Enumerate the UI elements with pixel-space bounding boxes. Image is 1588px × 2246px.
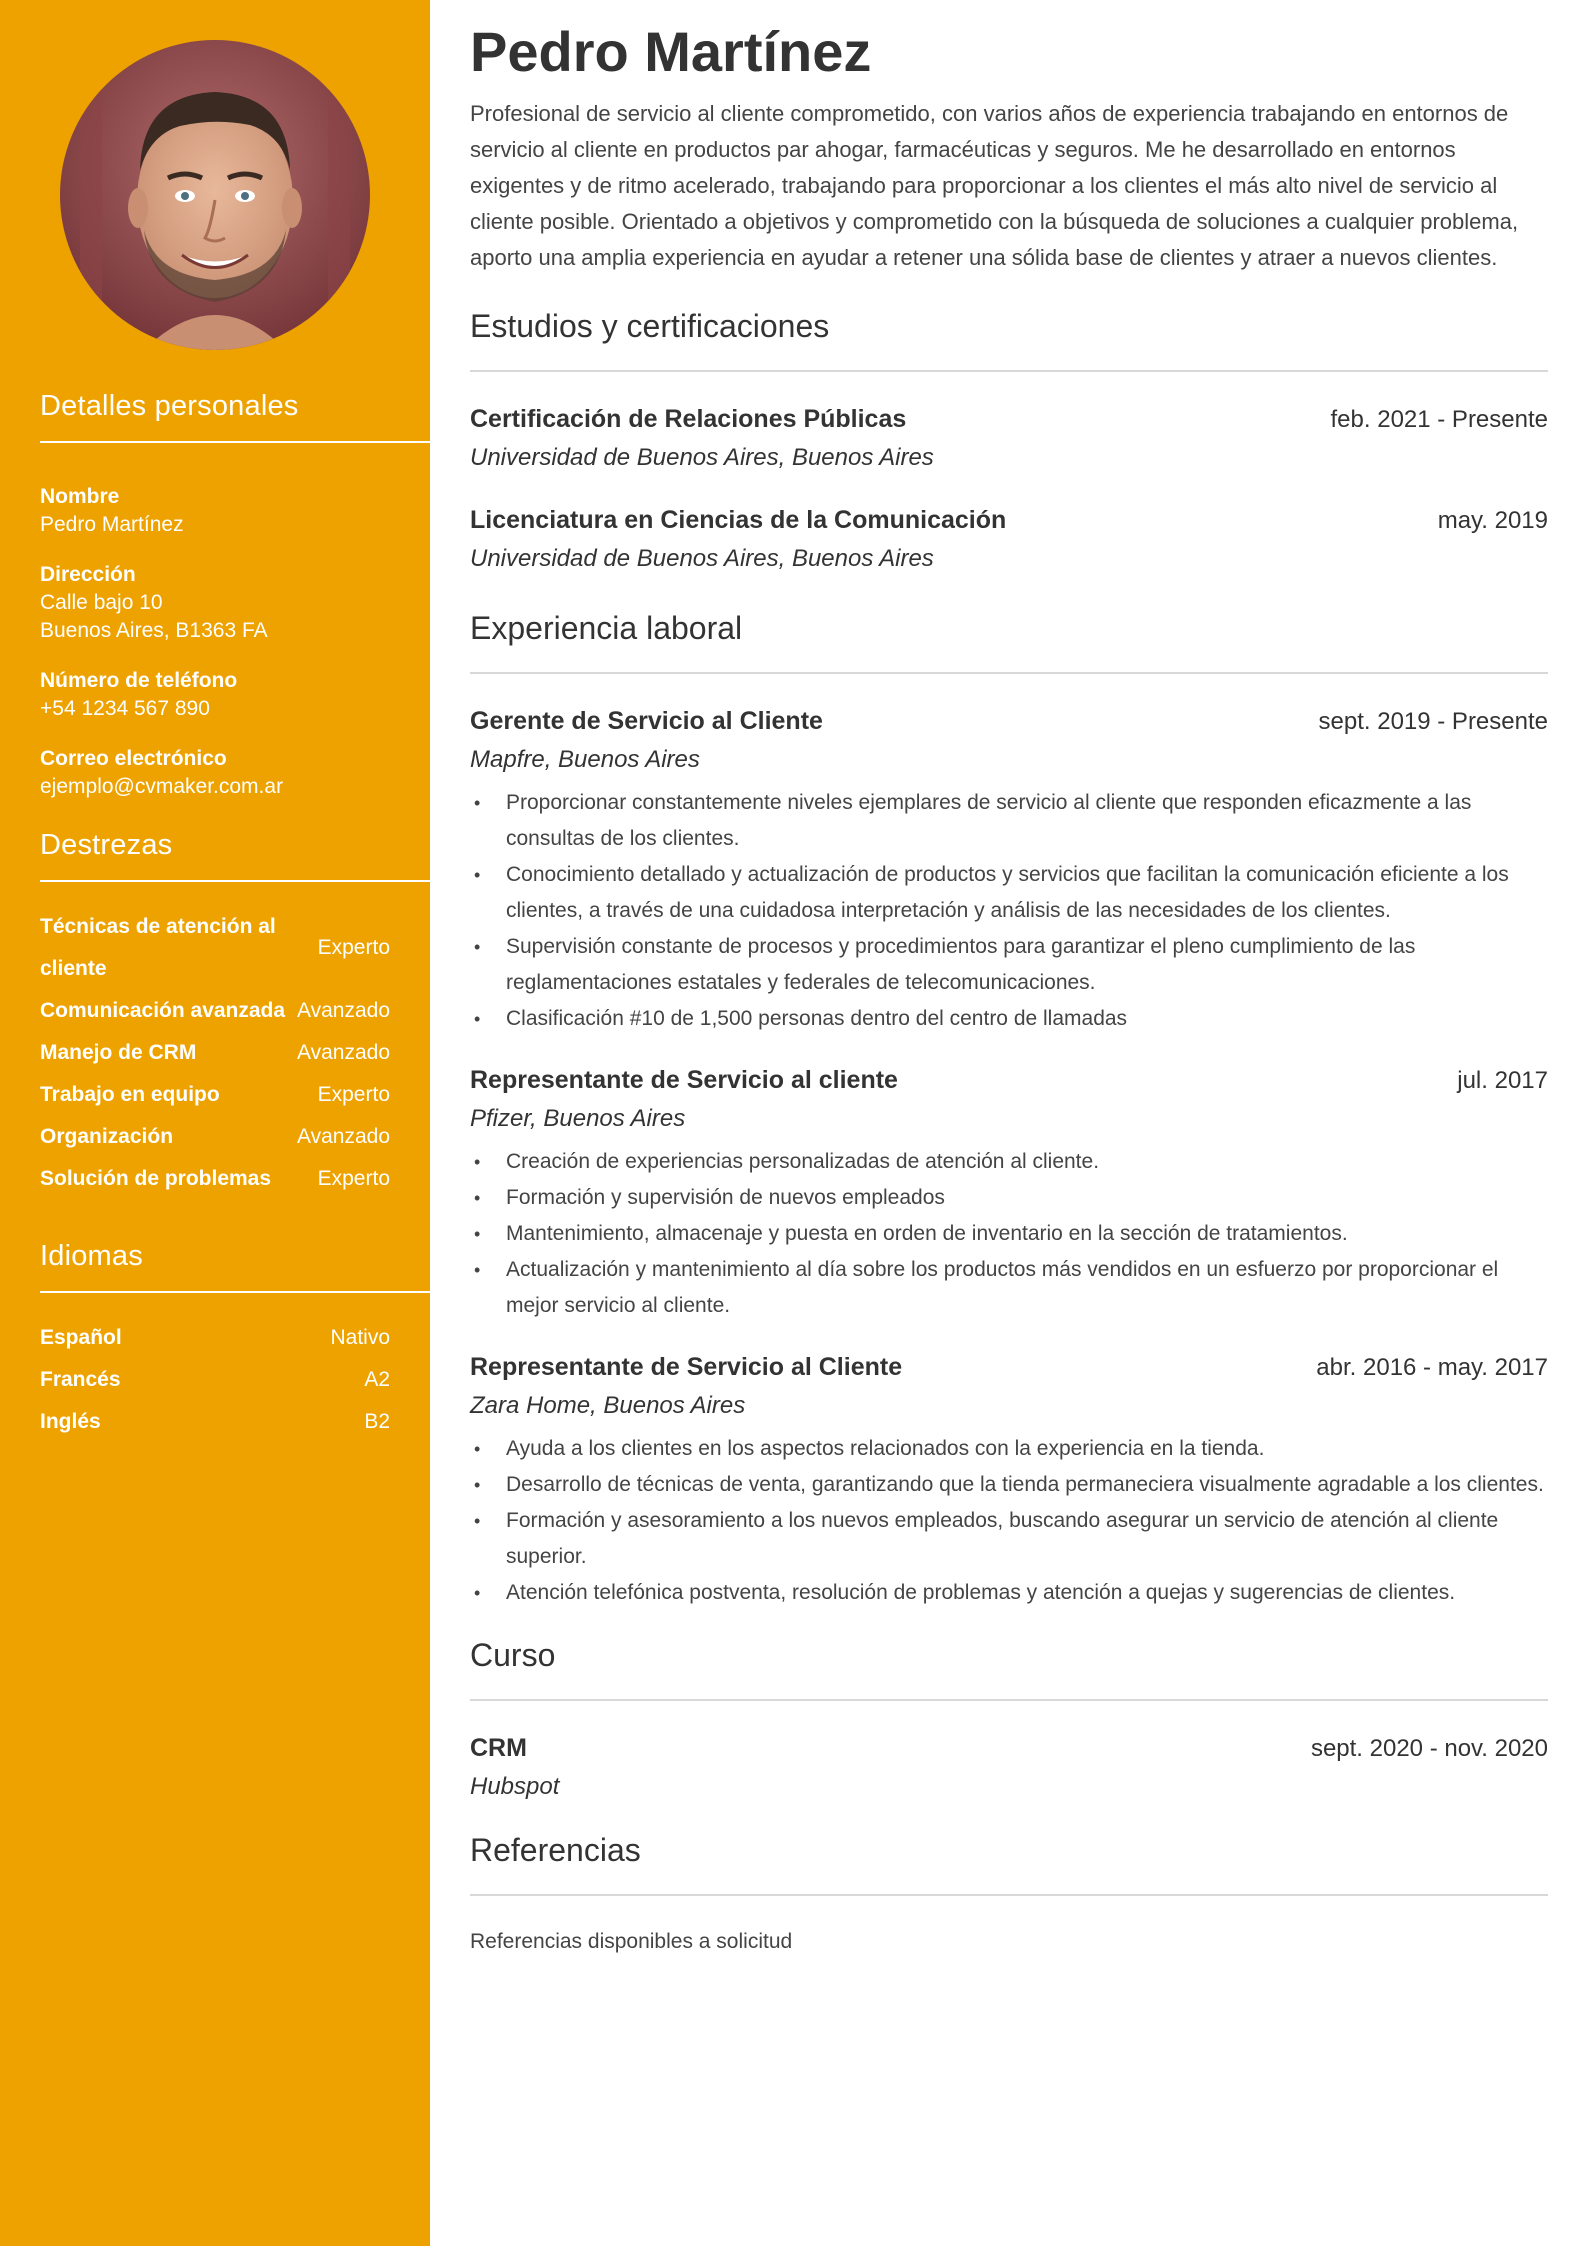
entry-date: jul. 2017 (1457, 1067, 1548, 1094)
bullet-dot-icon: • (474, 1475, 481, 1495)
languages-heading: Idiomas (40, 1240, 143, 1272)
bullet-dot-icon: • (474, 1439, 481, 1459)
bullet-text: Ayuda a los clientes en los aspectos relacionados con la experiencia en la tienda. (506, 1437, 1265, 1460)
detail-phone (40, 667, 390, 723)
skill-name: Técnicas de atención al cliente (40, 915, 276, 980)
entry-header (470, 1061, 1548, 1100)
skill-name: Manejo de CRM (40, 1041, 197, 1064)
entry-title: CRM (470, 1734, 527, 1762)
personal-details-divider (40, 441, 430, 443)
language-item (40, 1359, 390, 1401)
education-entry (470, 501, 1548, 578)
education-divider (470, 370, 1548, 372)
bullet-text: Actualización y mantenimiento al día sobre los productos más vendidos en un esfuerzo por proporcionar el mejor servicio al cliente. (506, 1258, 1499, 1317)
courses-section (470, 1635, 1548, 1806)
sidebar (0, 0, 430, 2246)
skill-item (40, 1032, 390, 1074)
bullet-text: Formación y asesoramiento a los nuevos empleados, buscando asegurar un servicio de atención al cliente superior. (506, 1509, 1499, 1568)
skill-level: Avanzado (296, 1125, 390, 1148)
bullet-text: Clasificación #10 de 1,500 personas dentro del centro de llamadas (506, 1007, 1128, 1030)
bullet-dot-icon: • (474, 1188, 481, 1208)
experience-entry (470, 1348, 1548, 1611)
bullet-dot-icon: • (474, 1224, 481, 1244)
experience-entry (470, 702, 1548, 1037)
bullet-item (470, 1144, 1548, 1180)
experience-divider (470, 672, 1548, 674)
bullet-text: Proporcionar constantemente niveles ejemplares de servicio al cliente que responden eficazmente a las consultas de los clientes. (506, 791, 1472, 850)
references-heading: Referencias (470, 1832, 641, 1868)
skill-item (40, 1116, 390, 1158)
bullet-item (470, 1252, 1548, 1324)
entry-institution: Universidad de Buenos Aires, Buenos Aires (470, 444, 934, 471)
bullet-text: Conocimiento detallado y actualización de productos y servicios que facilitan la comunicación eficiente a los clientes, a través de una cuidadosa interpretación y análisis de las necesidades de los clientes. (506, 863, 1509, 922)
bullet-item (470, 1431, 1548, 1467)
education-entry (470, 400, 1548, 477)
language-name: Francés (40, 1368, 121, 1391)
personal-details-list (40, 483, 390, 801)
experience-heading: Experiencia laboral (470, 610, 743, 646)
language-level: Nativo (330, 1326, 390, 1349)
entry-company: Zara Home, Buenos Aires (470, 1392, 746, 1419)
detail-name (40, 483, 390, 539)
bullet-dot-icon: • (474, 1583, 481, 1603)
skill-item (40, 1158, 390, 1200)
bullet-item (470, 929, 1548, 1001)
language-name: Inglés (40, 1410, 101, 1433)
skill-item (40, 990, 390, 1032)
bullet-item (470, 1575, 1548, 1611)
language-item (40, 1317, 390, 1359)
entry-header (470, 400, 1548, 439)
main-content (430, 0, 1588, 2246)
bullet-text: Supervisión constante de procesos y procedimientos para garantizar el pleno cumplimiento de las reglamentaciones estatales y federales de telecomunicaciones. (506, 935, 1416, 994)
skills-divider (40, 880, 430, 882)
entry-date: feb. 2021 - Presente (1330, 406, 1548, 433)
bullet-text: Creación de experiencias personalizadas de atención al cliente. (506, 1150, 1100, 1173)
entry-institution: Universidad de Buenos Aires, Buenos Aires (470, 545, 934, 572)
language-name: Español (40, 1326, 122, 1349)
entry-bullets (470, 785, 1548, 1037)
languages-section (40, 1240, 390, 1293)
entry-title: Certificación de Relaciones Públicas (470, 405, 907, 433)
courses-heading: Curso (470, 1637, 556, 1673)
bullet-text: Mantenimiento, almacenaje y puesta en orden de inventario en la sección de tratamientos. (506, 1222, 1348, 1245)
language-level: B2 (364, 1410, 390, 1433)
bullet-dot-icon: • (474, 1009, 481, 1029)
bullet-item (470, 1216, 1548, 1252)
skills-heading: Destrezas (40, 829, 173, 861)
skill-level: Avanzado (296, 999, 390, 1022)
detail-label: Número de teléfono (40, 669, 238, 692)
education-section (470, 306, 1548, 578)
skill-name: Organización (40, 1125, 174, 1148)
detail-value: Calle bajo 10 (40, 591, 163, 614)
bullet-dot-icon: • (474, 937, 481, 957)
language-item (40, 1401, 390, 1443)
skill-item (40, 906, 390, 990)
skill-item (40, 1074, 390, 1116)
skill-name: Solución de problemas (40, 1167, 272, 1190)
detail-value: Buenos Aires, B1363 FA (40, 619, 268, 642)
languages-divider (40, 1291, 430, 1293)
skill-level: Experto (317, 936, 390, 959)
bullet-text: Formación y supervisión de nuevos empleados (506, 1186, 945, 1209)
entry-header (470, 501, 1548, 540)
skills-section (40, 829, 390, 882)
bullet-item (470, 1503, 1548, 1575)
bullet-item (470, 1467, 1548, 1503)
skill-name: Trabajo en equipo (40, 1083, 220, 1106)
language-level: A2 (364, 1368, 390, 1391)
bullet-text: Desarrollo de técnicas de venta, garantizando que la tienda permaneciera visualmente agradable a los clientes. (506, 1473, 1544, 1496)
bullet-dot-icon: • (474, 1260, 481, 1280)
entry-bullets (470, 1144, 1548, 1324)
skill-level: Experto (317, 1167, 390, 1190)
profile-summary: Profesional de servicio al cliente comprometido, con varios años de experiencia trabajando en entornos de servicio al cliente en productos par ahogar, farmacéuticas y seguros. Me he desarrollado en entornos exigentes y de ritmo acelerado, trabajando para proporcionar a los clientes el más alto nivel de servicio al cliente posible. Orientado a objetivos y comprometido con la búsqueda de soluciones a cualquier problema, aporto una amplia experiencia en ayudar a retener una sólida base de clientes y atraer a nuevos clientes. (470, 101, 1519, 270)
entry-title: Gerente de Servicio al Cliente (470, 707, 823, 735)
entry-company: Pfizer, Buenos Aires (470, 1105, 686, 1132)
detail-value: ejemplo@cvmaker.com.ar (40, 775, 284, 798)
entry-title: Representante de Servicio al cliente (470, 1066, 898, 1094)
skill-level: Experto (317, 1083, 390, 1106)
entry-title: Representante de Servicio al Cliente (470, 1353, 903, 1381)
entry-date: sept. 2019 - Presente (1318, 708, 1548, 735)
detail-label: Nombre (40, 485, 120, 508)
detail-label: Correo electrónico (40, 747, 227, 770)
education-heading: Estudios y certificaciones (470, 308, 830, 344)
bullet-item (470, 857, 1548, 929)
detail-email (40, 745, 390, 801)
entry-provider: Hubspot (470, 1773, 560, 1800)
bullet-item (470, 785, 1548, 857)
detail-value: +54 1234 567 890 (40, 697, 210, 720)
bullet-dot-icon: • (474, 1511, 481, 1531)
references-section (470, 1830, 1548, 1960)
experience-section (470, 608, 1548, 1611)
bullet-dot-icon: • (474, 1152, 481, 1172)
references-text: Referencias disponibles a solicitud (470, 1930, 793, 1953)
profile-photo (60, 40, 370, 350)
detail-address (40, 561, 390, 645)
entry-header (470, 1729, 1548, 1768)
references-divider (470, 1894, 1548, 1896)
detail-label: Dirección (40, 563, 136, 586)
course-entry (470, 1729, 1548, 1806)
entry-date: may. 2019 (1437, 507, 1548, 534)
entry-date: abr. 2016 - may. 2017 (1316, 1354, 1548, 1381)
experience-entry (470, 1061, 1548, 1324)
profile-photo-image (60, 40, 370, 350)
skills-list (40, 906, 390, 1200)
bullet-item (470, 1001, 1548, 1037)
entry-company: Mapfre, Buenos Aires (470, 746, 700, 773)
detail-value: Pedro Martínez (40, 513, 184, 536)
person-name: Pedro Martínez (470, 20, 872, 83)
bullet-text: Atención telefónica postventa, resolución de problemas y atención a quejas y sugerencias de clientes. (506, 1581, 1456, 1604)
entry-header (470, 702, 1548, 741)
personal-details-section (40, 390, 390, 443)
skill-name: Comunicación avanzada (40, 999, 286, 1022)
bullet-item (470, 1180, 1548, 1216)
entry-date: sept. 2020 - nov. 2020 (1310, 1735, 1548, 1762)
bullet-dot-icon: • (474, 793, 481, 813)
entry-title: Licenciatura en Ciencias de la Comunicación (470, 506, 1007, 534)
languages-list (40, 1317, 390, 1443)
skill-level: Avanzado (296, 1041, 390, 1064)
bullet-dot-icon: • (474, 865, 481, 885)
entry-bullets (470, 1431, 1548, 1611)
personal-details-heading: Detalles personales (40, 390, 299, 422)
entry-header (470, 1348, 1548, 1387)
courses-divider (470, 1699, 1548, 1701)
